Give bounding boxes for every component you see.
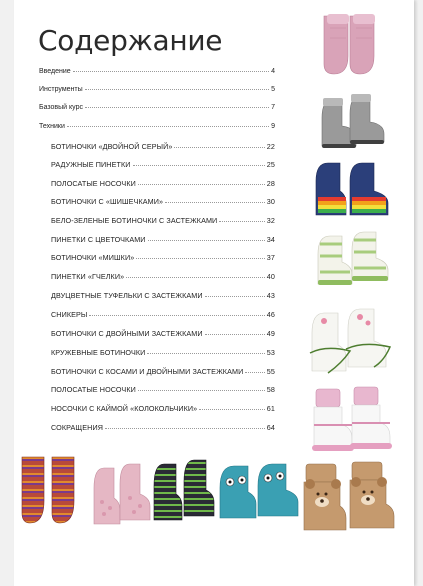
toc-entry-page: 40 [266, 272, 275, 281]
dot-leader [165, 202, 265, 203]
toc-entry-label: СОКРАЩЕНИЯ [51, 423, 103, 432]
striped-dark-booties-icon [150, 458, 216, 530]
toc-entry-page: 22 [266, 142, 275, 151]
green-white-booties-icon [312, 228, 392, 298]
toc-subentry[interactable] [51, 216, 275, 225]
striped-socks-icon [20, 453, 92, 533]
dot-leader [245, 372, 264, 373]
page-title: Содержание [38, 24, 223, 57]
toc-subentry[interactable] [51, 235, 275, 244]
toc-entry-label: Инструменты [39, 86, 83, 93]
toc-entry-label: БОТИНОЧКИ С КОСАМИ И ДВОЙНЫМИ ЗАСТЕЖКАМИ [51, 367, 244, 376]
white-flower-booties-icon [306, 303, 394, 383]
toc-entry-label: КРУЖЕВНЫЕ БОТИНОЧКИ [51, 348, 146, 357]
toc-entry-label: ПИНЕТКИ «ГЧЕЛКИ» [51, 272, 125, 281]
toc-subentry[interactable] [51, 179, 275, 188]
toc-entry-tools[interactable] [39, 86, 275, 93]
toc-entry-page: 55 [266, 367, 275, 376]
toc-entry-page: 53 [266, 348, 275, 357]
dot-leader [136, 258, 264, 259]
toc-entry-label: СНИКЕРЫ [51, 310, 88, 319]
toc-entry-basic-course[interactable] [39, 104, 275, 111]
dot-leader [85, 107, 269, 108]
dot-leader [126, 277, 265, 278]
toc-entry-label: ДВУЦВЕТНЫЕ ТУФЕЛЬКИ С ЗАСТЕЖКАМИ [51, 291, 203, 300]
toc-entry-label: РАДУЖНЫЕ ПИНЕТКИ [51, 160, 131, 169]
toc-entry-page: 32 [266, 216, 275, 225]
toc-subentry[interactable] [51, 142, 275, 151]
toc-subentry[interactable] [51, 385, 275, 394]
pink-white-lace-booties-icon [306, 385, 394, 457]
dot-leader [205, 334, 265, 335]
toc-entry-label: БОТИНОЧКИ «МИШКИ» [51, 253, 135, 262]
dot-leader [147, 353, 264, 354]
toc-subentry[interactable] [51, 404, 275, 413]
dot-leader [174, 147, 264, 148]
dot-leader [67, 126, 269, 127]
toc-entry-page: 28 [266, 179, 275, 188]
dot-leader [105, 428, 265, 429]
dot-leader [219, 221, 264, 222]
toc-entry-label: ПОЛОСАТЫЕ НОСОЧКИ [51, 179, 136, 188]
toc-entry-page: 58 [266, 385, 275, 394]
dot-leader [138, 390, 265, 391]
toc-entry-label: БЕЛО-ЗЕЛЕНЫЕ БОТИНОЧКИ С ЗАСТЕЖКАМИ [51, 216, 218, 225]
toc-entry-page: 5 [271, 86, 275, 93]
toc-subentry[interactable] [51, 367, 275, 376]
toc-entry-page: 61 [266, 404, 275, 413]
dot-leader [89, 315, 264, 316]
dot-leader [133, 165, 265, 166]
toc-entry-label: ПОЛОСАТЫЕ НОСОЧКИ [51, 385, 136, 394]
toc-subentry[interactable] [51, 197, 275, 206]
rainbow-booties-icon [312, 157, 392, 225]
dot-leader [85, 89, 269, 90]
pink-bobble-booties-icon [90, 462, 152, 532]
toc-entry-label: Техники [39, 123, 65, 130]
toc-entry-page: 37 [266, 253, 275, 262]
toc-subentry[interactable] [51, 253, 275, 262]
gray-booties-icon [316, 90, 388, 158]
toc-entry-page: 49 [266, 329, 275, 338]
toc-entry-page: 4 [271, 68, 275, 75]
dot-leader [199, 409, 265, 410]
toc-entry-page: 9 [271, 123, 275, 130]
toc-subentry[interactable] [51, 423, 275, 432]
toc-entry-intro[interactable] [39, 68, 275, 75]
pink-socks-icon [316, 10, 388, 80]
toc-entry-page: 30 [266, 197, 275, 206]
toc-subentry[interactable] [51, 291, 275, 300]
toc-subentry[interactable] [51, 348, 275, 357]
dot-leader [205, 296, 265, 297]
toc-subentry[interactable] [51, 160, 275, 169]
toc-entry-page: 43 [266, 291, 275, 300]
toc-entry-techniques[interactable] [39, 123, 275, 130]
toc-entry-page: 64 [266, 423, 275, 432]
teal-button-booties-icon [216, 458, 300, 528]
toc-entry-label: НОСОЧКИ С КАЙМОЙ «КОЛОКОЛЬЧИКИ» [51, 404, 198, 413]
toc-entry-label: БОТИНОЧКИ С «ШИШЕЧКАМИ» [51, 197, 164, 206]
toc-entry-label: БОТИНОЧКИ С ДВОЙНЫМИ ЗАСТЕЖКАМИ [51, 329, 203, 338]
dot-leader [138, 184, 265, 185]
toc-entry-page: 34 [266, 235, 275, 244]
toc-subentry[interactable] [51, 329, 275, 338]
toc-entry-label: Базовый курс [39, 104, 83, 111]
toc-entry-page: 25 [266, 160, 275, 169]
toc-entry-label: ПИНЕТКИ С ЦВЕТОЧКАМИ [51, 235, 146, 244]
dot-leader [73, 71, 269, 72]
toc-entry-page: 7 [271, 104, 275, 111]
toc-entry-page: 46 [266, 310, 275, 319]
toc-entry-label: Введение [39, 68, 71, 75]
toc-entry-label: БОТИНОЧКИ «ДВОЙНОЙ СЕРЫЙ» [51, 142, 173, 151]
dot-leader [148, 240, 265, 241]
toc-subentry[interactable] [51, 310, 275, 319]
bear-booties-icon [300, 460, 396, 536]
toc-subentry[interactable] [51, 272, 275, 281]
